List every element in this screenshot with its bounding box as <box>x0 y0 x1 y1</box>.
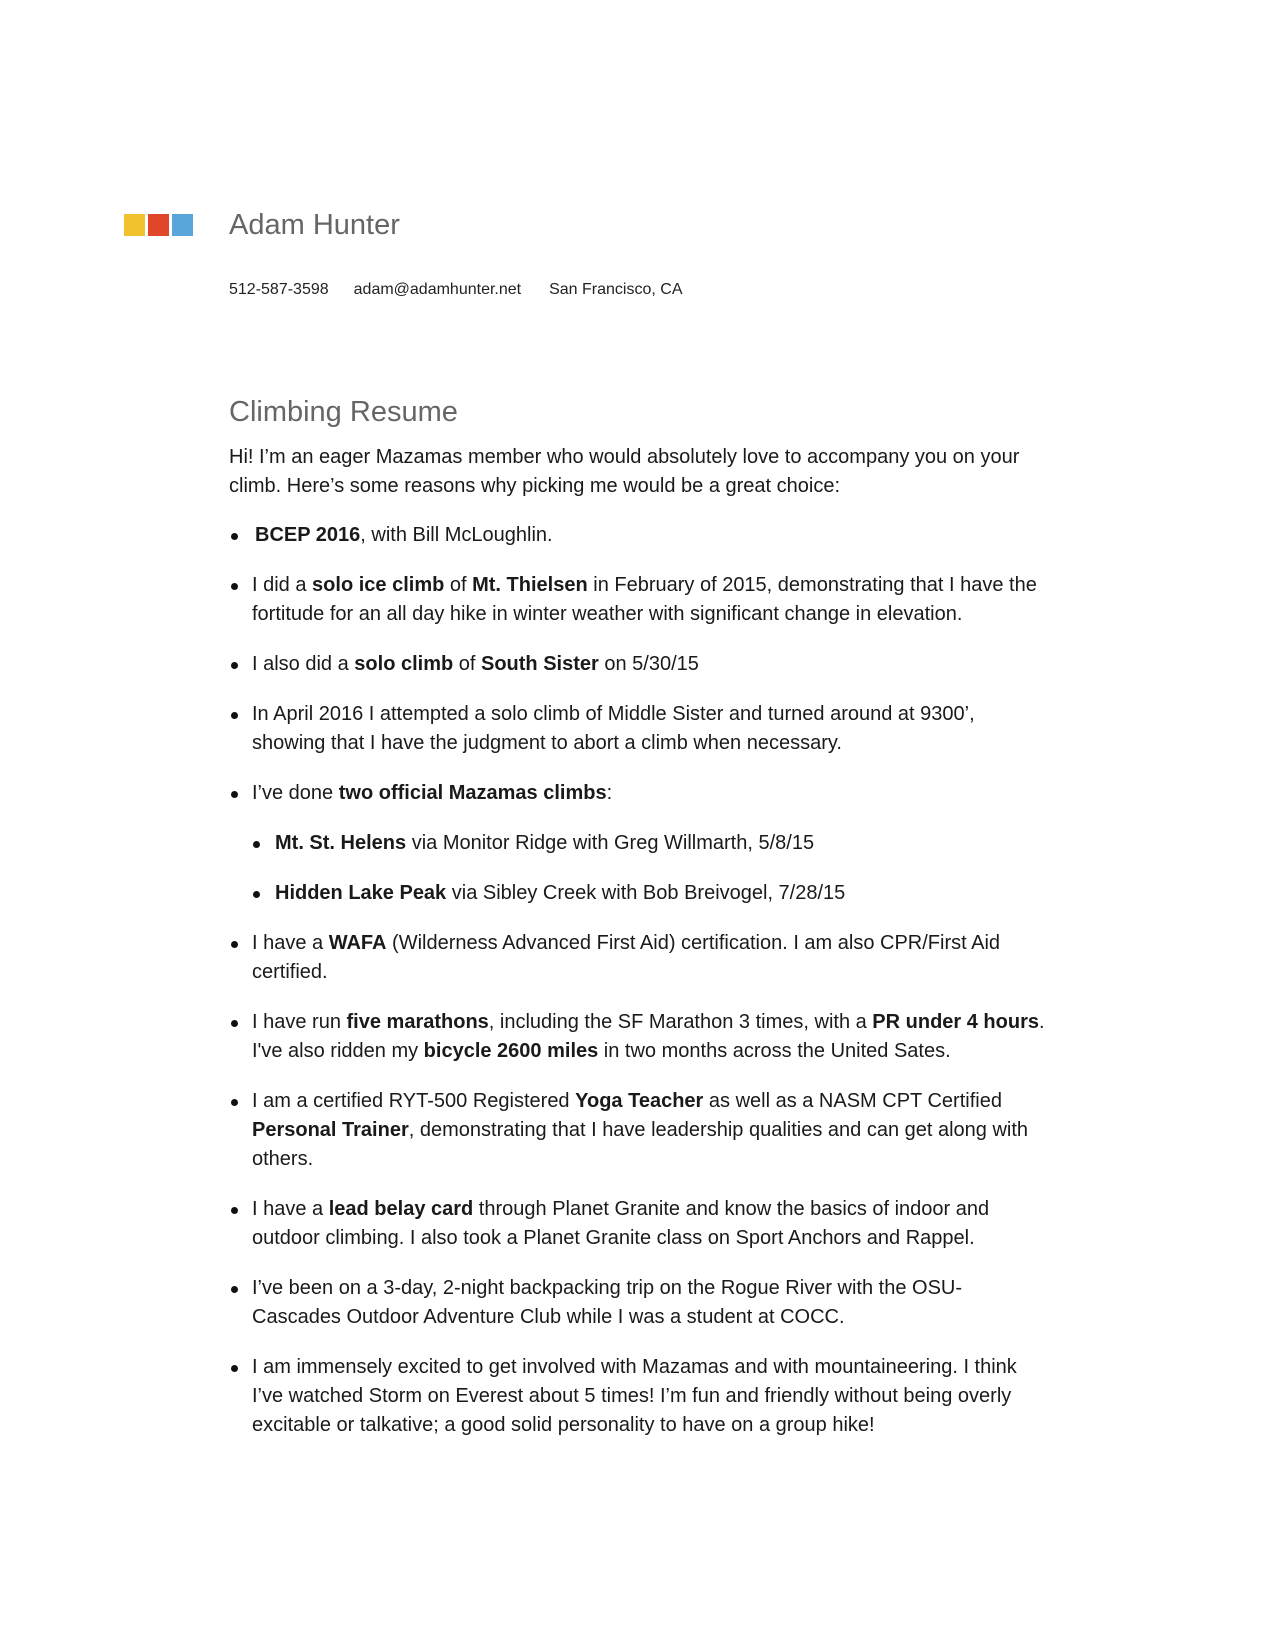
list-item <box>229 1353 1109 1440</box>
text: I am a certified RYT-500 Registered <box>252 1090 576 1112</box>
intro-line: climb. Here’s some reasons why picking me would be a great choice: <box>229 475 841 497</box>
contact-email: adam@adamhunter.net <box>353 281 522 298</box>
bold-text: Yoga Teacher <box>575 1090 704 1112</box>
text: of <box>444 574 473 596</box>
list-item <box>229 1195 1109 1253</box>
text: : <box>606 782 613 804</box>
contact-phone: 512-587-3598 <box>229 281 329 298</box>
item-line <box>252 1087 1109 1116</box>
text: in February of 2015, demonstrating that I have the <box>587 574 1037 596</box>
text: , demonstrating that I have leadership qualities and can get along with <box>408 1119 1029 1141</box>
logo-squares <box>124 214 193 236</box>
list-item <box>229 571 1109 629</box>
bold-text: solo ice climb <box>312 574 445 596</box>
text: on 5/30/15 <box>598 653 699 675</box>
item-line: Cascades Outdoor Adventure Club while I was a student at COCC. <box>252 1306 845 1328</box>
text: I have a <box>252 1198 329 1220</box>
text: I’ve done <box>252 782 339 804</box>
item-line <box>252 1037 1109 1066</box>
bold-text: solo climb <box>354 653 454 675</box>
bold-text: two official Mazamas climbs <box>338 782 607 804</box>
sub-list-item <box>229 879 1109 908</box>
text: , including the SF Marathon 3 times, with a <box>488 1011 873 1033</box>
logo-square-yellow <box>124 214 145 236</box>
logo-square-red <box>148 214 169 236</box>
bold-text: Personal Trainer <box>252 1119 409 1141</box>
intro-paragraph <box>229 443 1109 501</box>
text: I have run <box>252 1011 347 1033</box>
item-line: certified. <box>252 961 328 983</box>
bold-text: South Sister <box>481 653 599 675</box>
item-line <box>252 929 1109 958</box>
text: of <box>453 653 481 675</box>
list-item <box>229 700 1109 758</box>
item-line: In April 2016 I attempted a solo climb of Middle Sister and turned around at 9300’, <box>252 703 975 725</box>
bold-text: WAFA <box>328 932 387 954</box>
bold-text: bicycle 2600 miles <box>423 1040 599 1062</box>
text: . <box>1039 1011 1045 1033</box>
item-line: outdoor climbing. I also took a Planet Granite class on Sport Anchors and Rappel. <box>252 1227 975 1249</box>
item-line <box>252 1195 1109 1224</box>
list-item <box>229 521 1109 550</box>
bold-text: five marathons <box>346 1011 489 1033</box>
item-line <box>252 571 1109 600</box>
contact-location: San Francisco, CA <box>549 281 683 298</box>
item-line: excitable or talkative; a good solid personality to have on a group hike! <box>252 1414 875 1436</box>
sub-list-item <box>229 829 1109 858</box>
text: (Wilderness Advanced First Aid) certification. I am also CPR/First Aid <box>386 932 1001 954</box>
list-item <box>229 1008 1109 1066</box>
text: via Sibley Creek with Bob Breivogel, 7/28/15 <box>446 882 846 904</box>
item-line <box>252 1116 1109 1145</box>
item-line: I am immensely excited to get involved with Mazamas and with mountaineering. I think <box>252 1356 1017 1378</box>
list-item <box>229 1274 1109 1332</box>
contact-line <box>229 281 683 299</box>
bold-text: BCEP 2016 <box>255 524 361 546</box>
text: I did a <box>252 574 313 596</box>
item-line: showing that I have the judgment to abort a climb when necessary. <box>252 732 842 754</box>
item-line: I’ve watched Storm on Everest about 5 times! I’m fun and friendly without being overly <box>252 1385 1012 1407</box>
bold-text: lead belay card <box>328 1198 474 1220</box>
item-line: others. <box>252 1148 314 1170</box>
section-title: Climbing Resume <box>229 396 458 428</box>
text: via Monitor Ridge with Greg Willmarth, 5/8/15 <box>406 832 815 854</box>
bold-text: Hidden Lake Peak <box>275 882 447 904</box>
text: , with Bill McLoughlin. <box>360 524 553 546</box>
text: I also did a <box>252 653 355 675</box>
bold-text: Mt. St. Helens <box>275 832 407 854</box>
item-line <box>252 1008 1109 1037</box>
text: as well as a NASM CPT Certified <box>703 1090 1002 1112</box>
text: in two months across the United Sates. <box>598 1040 951 1062</box>
list-item <box>229 650 1109 679</box>
text: I have a <box>252 932 329 954</box>
text: I've also ridden my <box>252 1040 424 1062</box>
intro-line: Hi! I’m an eager Mazamas member who would absolutely love to accompany you on your <box>229 446 1020 468</box>
list-item <box>229 779 1109 808</box>
resume-name: Adam Hunter <box>229 209 400 241</box>
item-line: I’ve been on a 3-day, 2-night backpacking trip on the Rogue River with the OSU- <box>252 1277 963 1299</box>
bold-text: PR under 4 hours <box>872 1011 1039 1033</box>
bullet-list <box>229 521 1109 1461</box>
list-item <box>229 1087 1109 1174</box>
logo-square-blue <box>172 214 193 236</box>
list-item <box>229 929 1109 987</box>
item-line: fortitude for an all day hike in winter weather with significant change in elevation. <box>252 603 963 625</box>
bold-text: Mt. Thielsen <box>472 574 588 596</box>
text: through Planet Granite and know the basics of indoor and <box>473 1198 990 1220</box>
